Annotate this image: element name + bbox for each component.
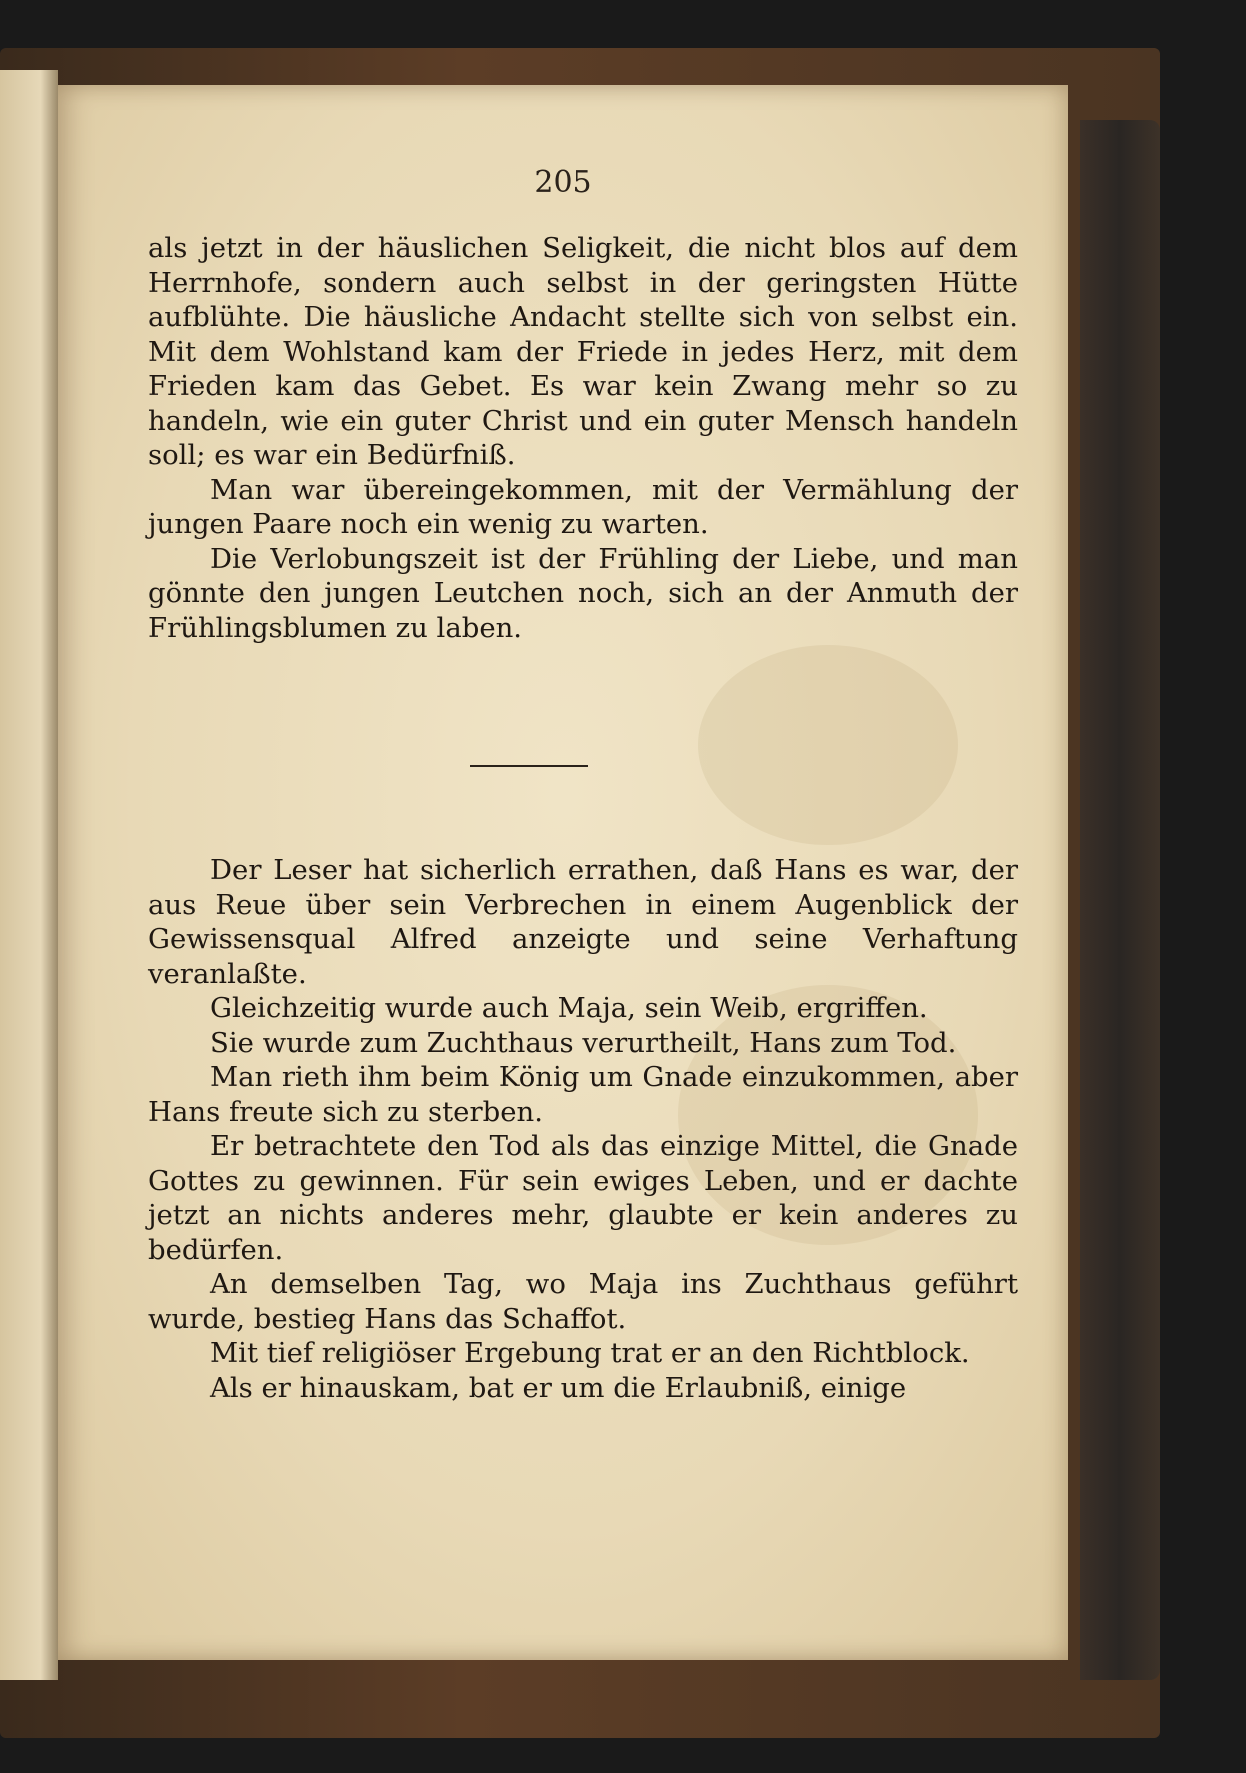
paragraph: Die Verlobungszeit ist der Frühling der Liebe, und man gönnte den jungen Leutchen noch, sich an der Anmuth der Frühlingsblumen zu laben. <box>148 542 1018 644</box>
book-page <box>58 85 1068 1660</box>
text-block-two <box>148 853 1018 1405</box>
paragraph: Sie wurde zum Zuchthaus verurtheilt, Hans zum Tod. <box>210 1026 957 1059</box>
previous-page-edge <box>0 70 58 1680</box>
paragraph: Als er hinauskam, bat er um die Erlaubniß, einige <box>210 1371 907 1404</box>
paragraph: Der Leser hat sicherlich errathen, daß Hans es war, der aus Reue über sein Verbrechen in einem Augenblick der Gewissensqual Alfred anzeigte und seine Verhaftung veranlaßte. <box>148 854 1018 990</box>
page-number: 205 <box>534 165 592 200</box>
paragraph: Man war übereingekommen, mit der Vermählung der jungen Paare noch ein wenig zu warten. <box>148 473 1018 540</box>
paragraph: An demselben Tag, wo Maja ins Zuchthaus geführt wurde, bestieg Hans das Schaffot. <box>148 1268 1018 1335</box>
cover-edge <box>1080 120 1160 1680</box>
paragraph: Er betrachtete den Tod als das einzige Mittel, die Gnade Gottes zu gewinnen. Für sein ewiges Leben, und er dachte jetzt an nichts anderes mehr, glaubte er kein anderes zu bedürfen. <box>148 1130 1018 1266</box>
section-divider <box>470 765 588 767</box>
paragraph: Gleichzeitig wurde auch Maja, sein Weib, ergriffen. <box>210 992 928 1024</box>
paragraph: Man rieth ihm beim König um Gnade einzukommen, aber Hans freute sich zu sterben. <box>148 1061 1018 1128</box>
paragraph: Mit tief religiöser Ergebung trat er an den Richtblock. <box>210 1337 970 1369</box>
text-block-one <box>148 231 1018 645</box>
paragraph: als jetzt in der häuslichen Seligkeit, die nicht blos auf dem Herrnhofe, sondern auch selbst in der geringsten Hütte aufblühte. Die häusliche Andacht stellte sich von selbst ein. Mit dem Wohlstand kam der Friede in jedes Herz, mit dem Frieden kam das Gebet. Es war kein Zwang mehr so zu handeln, wie ein guter Christ und ein guter Mensch handeln soll; es war ein Bedürfniß. <box>148 232 1018 471</box>
show-through-stain <box>698 645 958 845</box>
